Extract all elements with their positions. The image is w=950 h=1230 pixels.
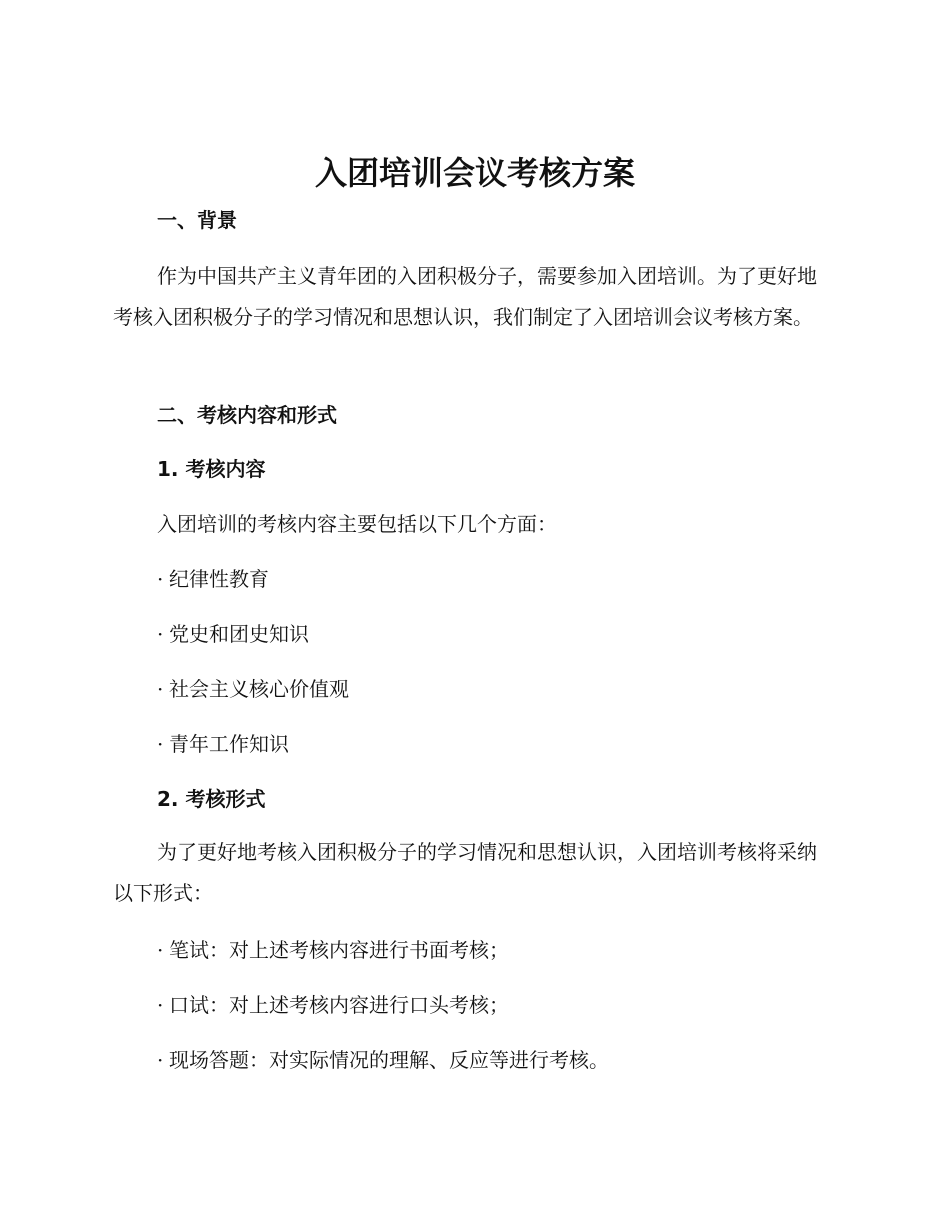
bullet-marker: · bbox=[157, 567, 164, 591]
list-item-text: 青年工作知识 bbox=[169, 732, 289, 756]
list-item-text: 社会主义核心价值观 bbox=[169, 677, 349, 701]
section-heading-background: 一、背景 bbox=[157, 208, 237, 232]
list-item bbox=[157, 620, 309, 648]
form-intro: 为了更好地考核入团积极分子的学习情况和思想认识，入团培训考核将采纳以下形式： bbox=[113, 840, 817, 905]
bullet-marker: · bbox=[157, 1048, 164, 1072]
subsection-heading-content: 1. 考核内容 bbox=[157, 457, 266, 481]
list-item bbox=[157, 936, 509, 964]
list-item bbox=[157, 730, 289, 758]
list-item-text: 党史和团史知识 bbox=[169, 622, 309, 646]
document-title: 入团培训会议考核方案 bbox=[314, 154, 635, 192]
list-item bbox=[157, 991, 509, 1019]
list-item bbox=[157, 565, 269, 593]
bullet-marker: · bbox=[157, 732, 164, 756]
list-item-text: 现场答题：对实际情况的理解、反应等进行考核。 bbox=[169, 1048, 609, 1072]
list-item bbox=[157, 675, 349, 703]
subsection-heading-form: 2. 考核形式 bbox=[157, 787, 266, 811]
content-intro: 入团培训的考核内容主要包括以下几个方面： bbox=[157, 512, 557, 536]
section-heading-content-and-form: 二、考核内容和形式 bbox=[157, 403, 337, 427]
list-item-text: 纪律性教育 bbox=[169, 567, 269, 591]
bullet-marker: · bbox=[157, 622, 164, 646]
background-paragraph: 作为中国共产主义青年团的入团积极分子，需要参加入团培训。为了更好地考核入团积极分子的学习情况和思想认识，我们制定了入团培训会议考核方案。 bbox=[113, 264, 817, 329]
bullet-marker: · bbox=[157, 677, 164, 701]
list-item-text: 口试：对上述考核内容进行口头考核； bbox=[169, 993, 509, 1017]
bullet-marker: · bbox=[157, 938, 164, 962]
bullet-marker: · bbox=[157, 993, 164, 1017]
list-item-text: 笔试：对上述考核内容进行书面考核； bbox=[169, 938, 509, 962]
list-item bbox=[157, 1046, 609, 1074]
